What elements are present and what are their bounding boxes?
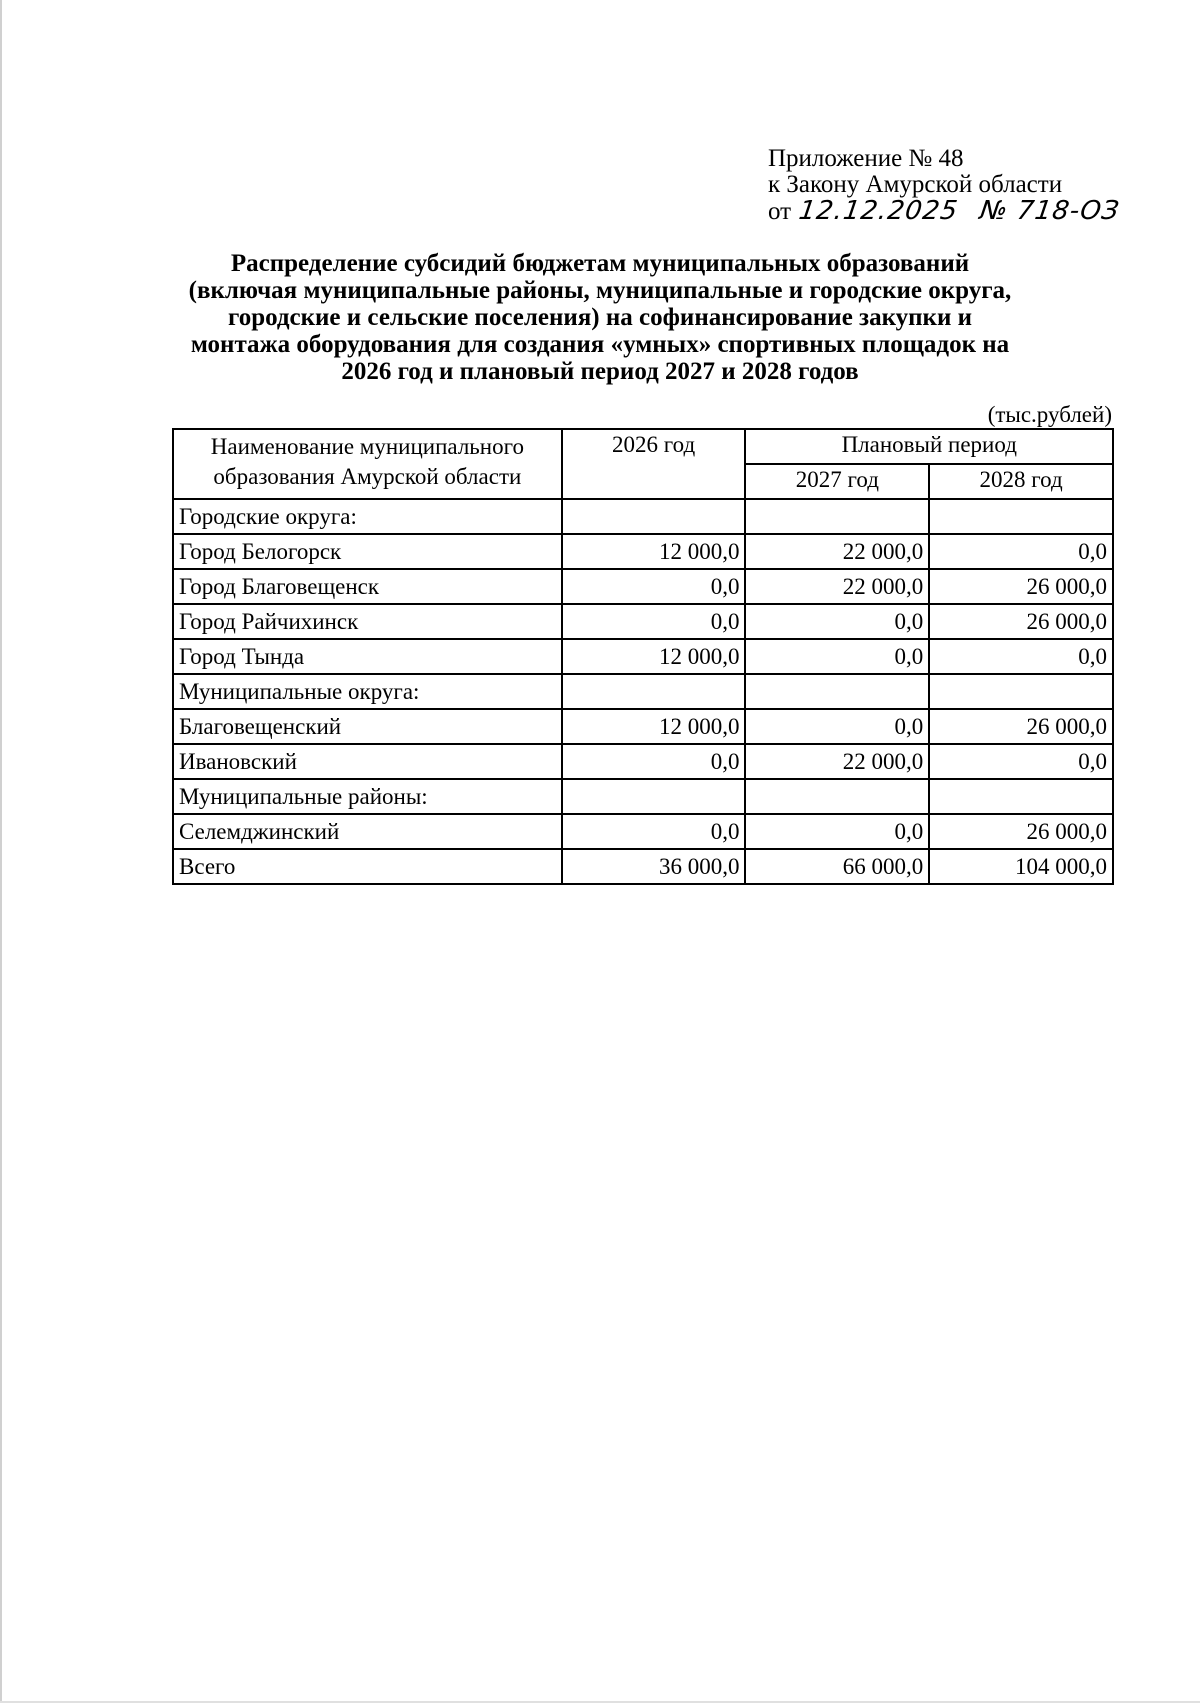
appendix-from-label: от	[768, 198, 792, 225]
row-value-2026: 36 000,0	[562, 849, 746, 884]
row-value-2028	[929, 674, 1113, 709]
table-row	[173, 639, 1113, 674]
row-name-cell: Всего	[173, 849, 562, 884]
appendix-line-1: Приложение № 48	[768, 145, 964, 172]
table-row	[173, 814, 1113, 849]
row-value-2028: 0,0	[929, 744, 1113, 779]
row-value-2028: 26 000,0	[929, 814, 1113, 849]
row-value-2026: 0,0	[562, 814, 746, 849]
table-row	[173, 674, 1113, 709]
handwritten-number: № 718-ОЗ	[977, 196, 1122, 226]
title-line-3: городские и сельские поселения) на софинансирование закупки и	[227, 304, 973, 331]
header-name-line-1: Наименование муниципального	[210, 434, 524, 459]
row-name-cell: Город Благовещенск	[173, 569, 562, 604]
row-name-cell: Муниципальные округа:	[173, 674, 562, 709]
title-line-2: (включая муниципальные районы, муниципальные и городские округа,	[188, 277, 1012, 304]
row-value-2026: 0,0	[562, 569, 746, 604]
row-value-2026: 12 000,0	[562, 709, 746, 744]
header-2026: 2026 год	[562, 429, 746, 499]
row-value-2026	[562, 499, 746, 534]
row-value-2027	[745, 779, 929, 814]
row-name-cell: Город Белогорск	[173, 534, 562, 569]
table-row	[173, 849, 1113, 884]
row-value-2028	[929, 779, 1113, 814]
row-name-cell: Город Райчихинск	[173, 604, 562, 639]
title-line-4: монтажа оборудования для создания «умных» спортивных площадок на	[190, 331, 1010, 358]
row-value-2028: 26 000,0	[929, 604, 1113, 639]
row-name-cell: Город Тында	[173, 639, 562, 674]
row-value-2027	[745, 674, 929, 709]
table-body	[173, 499, 1113, 884]
row-value-2028: 0,0	[929, 639, 1113, 674]
row-value-2027: 22 000,0	[745, 744, 929, 779]
subsidy-table	[172, 428, 1114, 885]
row-value-2027: 0,0	[745, 639, 929, 674]
header-name-line-2: образования Амурской области	[213, 464, 522, 489]
row-value-2027: 22 000,0	[745, 534, 929, 569]
table-header-row	[173, 429, 1113, 464]
table-row	[173, 499, 1113, 534]
row-value-2028: 104 000,0	[929, 849, 1113, 884]
row-name-cell: Ивановский	[173, 744, 562, 779]
appendix-date-line	[768, 196, 1122, 226]
header-2027: 2027 год	[745, 464, 929, 499]
title-line-1: Распределение субсидий бюджетам муниципальных образований	[230, 250, 970, 277]
row-value-2027: 0,0	[745, 709, 929, 744]
row-value-2026: 12 000,0	[562, 639, 746, 674]
row-value-2027: 22 000,0	[745, 569, 929, 604]
row-value-2027: 0,0	[745, 604, 929, 639]
table-row	[173, 569, 1113, 604]
row-value-2028	[929, 499, 1113, 534]
row-value-2028: 0,0	[929, 534, 1113, 569]
row-name-cell: Селемджинский	[173, 814, 562, 849]
row-value-2027: 66 000,0	[745, 849, 929, 884]
header-name-cell	[173, 429, 562, 499]
row-name-cell: Городские округа:	[173, 499, 562, 534]
header-2028: 2028 год	[929, 464, 1113, 499]
row-value-2028: 26 000,0	[929, 709, 1113, 744]
row-value-2026	[562, 674, 746, 709]
row-value-2026: 12 000,0	[562, 534, 746, 569]
table-row	[173, 779, 1113, 814]
table-row	[173, 709, 1113, 744]
table-row	[173, 604, 1113, 639]
row-name-cell: Муниципальные районы:	[173, 779, 562, 814]
document-title	[160, 250, 1040, 385]
table-row	[173, 744, 1113, 779]
row-value-2028: 26 000,0	[929, 569, 1113, 604]
handwritten-date: 12.12.2025	[797, 196, 961, 226]
row-value-2026: 0,0	[562, 744, 746, 779]
units-label: (тыс.рублей)	[987, 402, 1112, 427]
appendix-line-2: к Закону Амурской области	[768, 171, 1063, 198]
header-planned-period: Плановый период	[745, 429, 1113, 464]
row-value-2027	[745, 499, 929, 534]
table-row	[173, 534, 1113, 569]
row-value-2027: 0,0	[745, 814, 929, 849]
row-value-2026	[562, 779, 746, 814]
title-line-5: 2026 год и плановый период 2027 и 2028 годов	[341, 358, 859, 385]
page-edge-left	[0, 0, 2, 1703]
appendix-header	[768, 145, 1122, 226]
row-value-2026: 0,0	[562, 604, 746, 639]
row-name-cell: Благовещенский	[173, 709, 562, 744]
